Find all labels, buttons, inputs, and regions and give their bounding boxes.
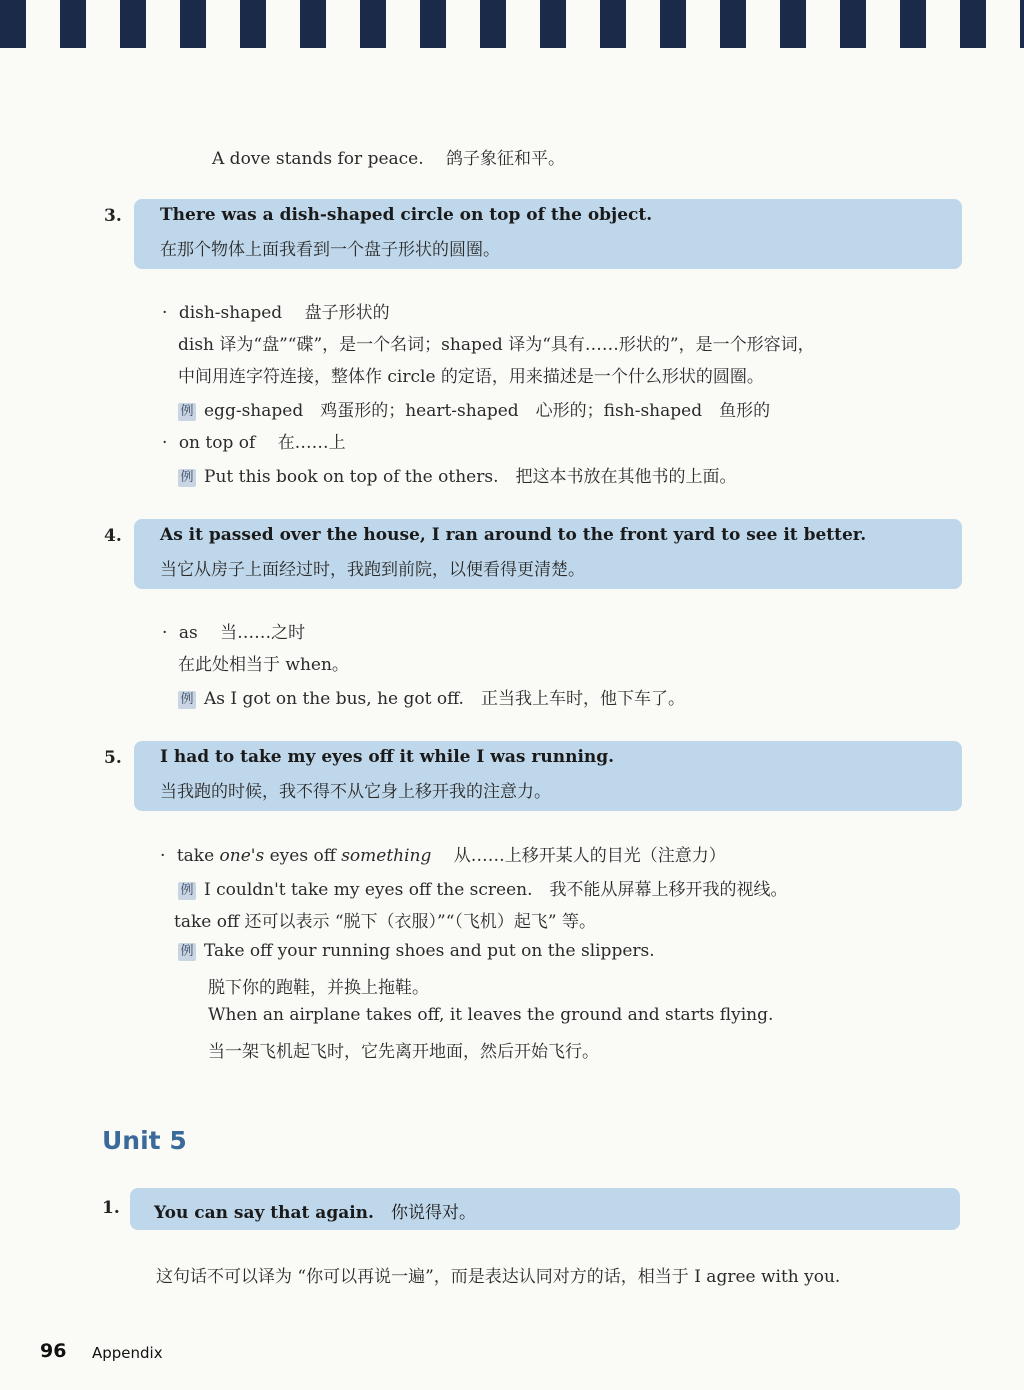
- example-row: [178, 684, 685, 709]
- sentence-en: I had to take my eyes off it while I was running.: [160, 747, 615, 767]
- vocab-term: as: [178, 623, 198, 643]
- sentence-box: [134, 199, 962, 269]
- example-mark: 例: [178, 882, 196, 900]
- example-row: [178, 462, 736, 487]
- vocab-bullet: [162, 298, 390, 323]
- example-line: [212, 144, 565, 169]
- sentence-en: There was a dish-shaped circle on top of the object.: [160, 205, 653, 225]
- vocab-bullet: [160, 841, 726, 866]
- example-translation: 脱下你的跑鞋，并换上拖鞋。: [208, 978, 429, 998]
- example-row: [178, 941, 655, 961]
- page-number: 96: [40, 1340, 67, 1362]
- example-en: A dove stands for peace.: [212, 149, 424, 169]
- vocab-term: take one's eyes off something: [176, 846, 432, 866]
- vocab-meaning: 在……上: [277, 433, 346, 453]
- sentence-box: [130, 1188, 960, 1230]
- unit-title: Unit 5: [102, 1126, 187, 1155]
- sentence-zh: 当我跑的时候，我不得不从它身上移开我的注意力。: [160, 782, 551, 802]
- vocab-meaning: 当……之时: [220, 623, 306, 643]
- sentence-box: [134, 519, 962, 589]
- sentence-box: [134, 741, 962, 811]
- example-text: Take off your running shoes and put on the slippers.: [204, 941, 655, 961]
- explanation: take off 还可以表示 “脱下（衣服）”“（飞机）起飞” 等。: [174, 912, 597, 932]
- item-number: 1.: [102, 1198, 120, 1218]
- example-text: I couldn't take my eyes off the screen. 我不能从屏幕上移开我的视线。: [204, 880, 788, 900]
- sentence-zh: 你说得对。: [390, 1203, 476, 1223]
- item-number: 5.: [104, 748, 122, 768]
- example-text: As I got on the bus, he got off. 正当我上车时，他下车了。: [204, 689, 685, 709]
- example-row: [178, 396, 770, 421]
- example-zh: 鸽子象征和平。: [446, 149, 566, 169]
- vocab-bullet: [162, 618, 305, 643]
- example-row: [178, 875, 788, 900]
- explanation: 中间用连字符连接，整体作 circle 的定语，用来描述是一个什么形状的圆圈。: [178, 367, 764, 387]
- example-mark: 例: [178, 943, 196, 961]
- vocab-bullet: [162, 428, 346, 453]
- example-text: Put this book on top of the others. 把这本书放在其他书的上面。: [204, 467, 737, 487]
- sentence-zh: 在那个物体上面我看到一个盘子形状的圆圈。: [160, 240, 500, 260]
- top-decorative-stripes: [0, 0, 1024, 48]
- example-text: egg-shaped 鸡蛋形的；heart-shaped 心形的；fish-shaped 鱼形的: [204, 401, 771, 421]
- sentence-en: You can say that again. 你说得对。: [154, 1203, 476, 1223]
- example-mark: 例: [178, 403, 196, 421]
- section-label: Appendix: [92, 1344, 163, 1362]
- explanation: 在此处相当于 when。: [178, 655, 349, 675]
- sentence-en: As it passed over the house, I ran around to the front yard to see it better.: [160, 525, 867, 545]
- example-mark: 例: [178, 691, 196, 709]
- sentence-zh: 当它从房子上面经过时，我跑到前院，以便看得更清楚。: [160, 560, 585, 580]
- item-number: 3.: [104, 206, 122, 226]
- vocab-meaning: 盘子形状的: [304, 303, 390, 323]
- vocab-meaning: 从……上移开某人的目光（注意力）: [453, 846, 726, 866]
- example-mark: 例: [178, 469, 196, 487]
- vocab-term: on top of: [178, 433, 256, 453]
- item-number: 4.: [104, 526, 122, 546]
- explanation: dish 译为“盘”“碟”，是一个名词；shaped 译为“具有……形状的”，是一个形容词，: [178, 335, 815, 355]
- example-translation: 当一架飞机起飞时，它先离开地面，然后开始飞行。: [208, 1042, 599, 1062]
- vocab-term: dish-shaped: [178, 303, 283, 323]
- explanation: 这句话不可以译为 “你可以再说一遍”，而是表达认同对方的话，相当于 I agree with you.: [156, 1267, 841, 1287]
- example-text: When an airplane takes off, it leaves the ground and starts flying.: [208, 1005, 774, 1025]
